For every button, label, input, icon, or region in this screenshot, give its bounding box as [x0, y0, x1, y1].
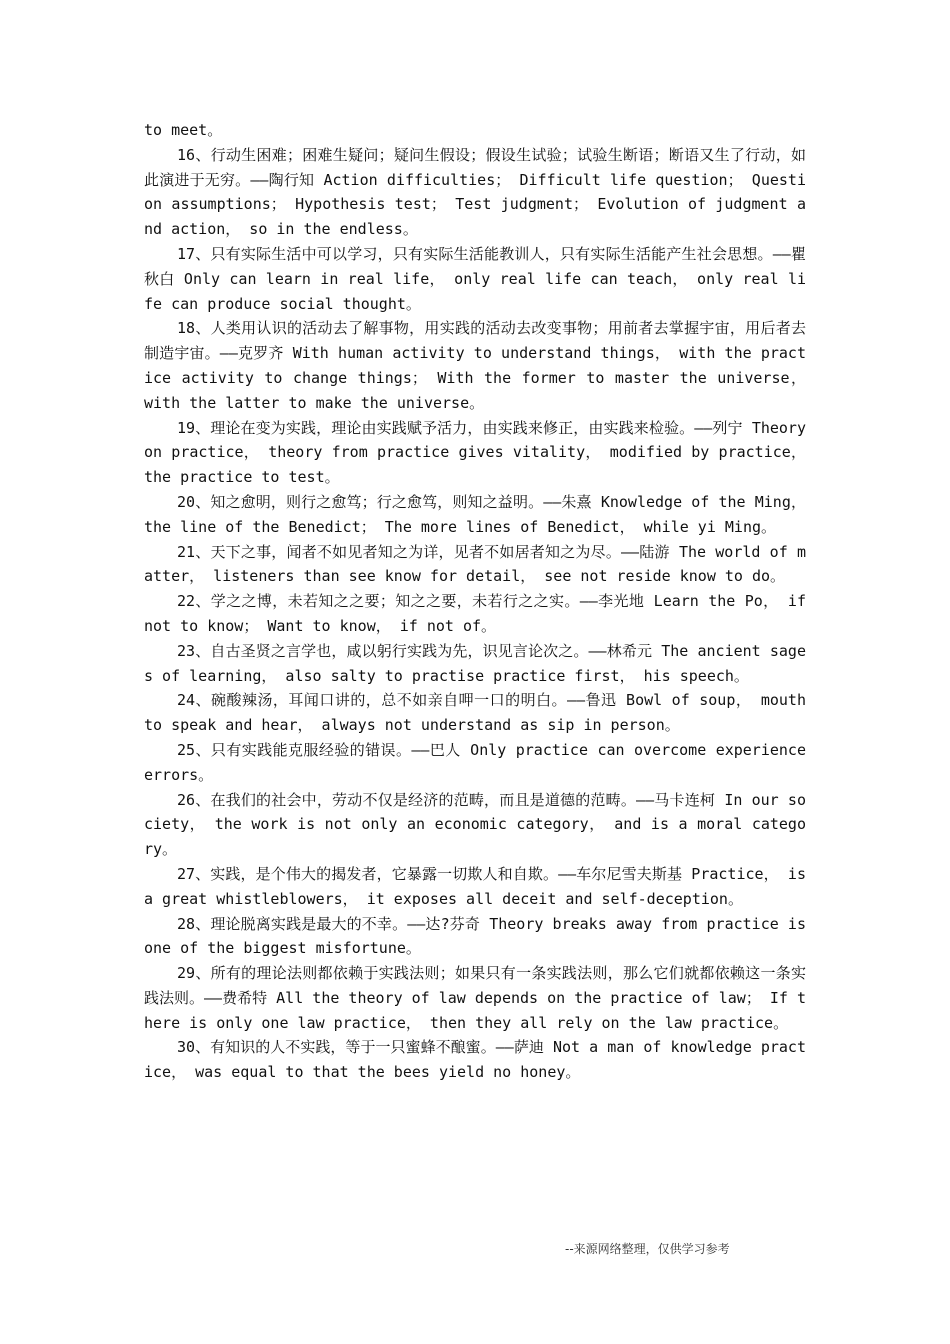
quote-30: 30、有知识的人不实践，等于一只蜜蜂不酿蜜。——萨迪 Not a man of knowledge practice， was equal to that the bees yield no honey。	[144, 1038, 806, 1082]
page-footer-note: --来源网络整理，仅供学习参考	[565, 1242, 730, 1256]
quote-17: 17、只有实际生活中可以学习，只有实际生活能教训人，只有实际生活能产生社会思想。——瞿秋白 Only can learn in real life， only real life can teach， only real life can produce social thought。	[144, 244, 806, 313]
quote-27: 27、实践，是个伟大的揭发者，它暴露一切欺人和自欺。——车尔尼雪夫斯基 Practice， is a great whistleblowers， it exposes all deceit and self-deception。	[144, 864, 806, 908]
quote-16: 16、行动生困难；困难生疑问；疑问生假设；假设生试验；试验生断语；断语又生了行动，如此演进于无穷。——陶行知 Action difficulties； Difficult life question； Question assumptions； Hypothesis test； Test judgment； Evolution of judgment and action， so in the endless。	[144, 145, 806, 239]
quote-22: 22、学之之博，未若知之之要；知之之要，未若行之之实。——李光地 Learn the Po， if not to know； Want to know， if not of。	[144, 592, 806, 635]
quote-26: 26、在我们的社会中，劳动不仅是经济的范畴，而且是道德的范畴。——马卡连柯 In our society， the work is not only an economic category， and is a moral category。	[144, 790, 806, 859]
quote-23: 23、自古圣贤之言学也，咸以躬行实践为先，识见言论次之。——林希元 The ancient sages of learning， also salty to practise practice first， his speech。	[144, 641, 806, 685]
quote-19: 19、理论在变为实践，理论由实践赋予活力，由实践来修正，由实践来检验。——列宁 Theory on practice， theory from practice gives vitality， modified by practice， the practice to test。	[144, 418, 806, 487]
quote-21: 21、天下之事，闻者不如见者知之为详，见者不如居者知之为尽。——陆游 The world of matter， listeners than see know for detail， see not reside know to do。	[144, 542, 806, 586]
quote-28: 28、理论脱离实践是最大的不幸。——达?芬奇 Theory breaks away from practice is one of the biggest misfortune。	[144, 914, 806, 958]
quote-18: 18、人类用认识的活动去了解事物，用实践的活动去改变事物；用前者去掌握宇宙，用后者去制造宇宙。——克罗齐 With human activity to understand things， with the practice activity to change things； With the former to master the universe， with the latter to make the universe。	[144, 319, 806, 412]
lead-fragment: to meet。	[144, 121, 223, 139]
quote-20: 20、知之愈明，则行之愈笃；行之愈笃，则知之益明。——朱熹 Knowledge of the Ming， the line of the Benedict； The more lines of Benedict， while yi Ming。	[144, 492, 806, 536]
quote-24: 24、碗酸辣汤，耳闻口讲的，总不如亲自呷一口的明白。——鲁迅 Bowl of soup， mouth to speak and hear， always not understand as sip in person。	[144, 691, 806, 735]
quote-25: 25、只有实践能克服经验的错误。——巴人 Only practice can overcome experience errors。	[144, 740, 806, 784]
document-body	[144, 118, 806, 1085]
quote-29: 29、所有的理论法则都依赖于实践法则；如果只有一条实践法则，那么它们就都依赖这一条实践法则。——费希特 All the theory of law depends on the practice of law； If there is only one law practice， then they all rely on the law practice。	[144, 964, 806, 1032]
